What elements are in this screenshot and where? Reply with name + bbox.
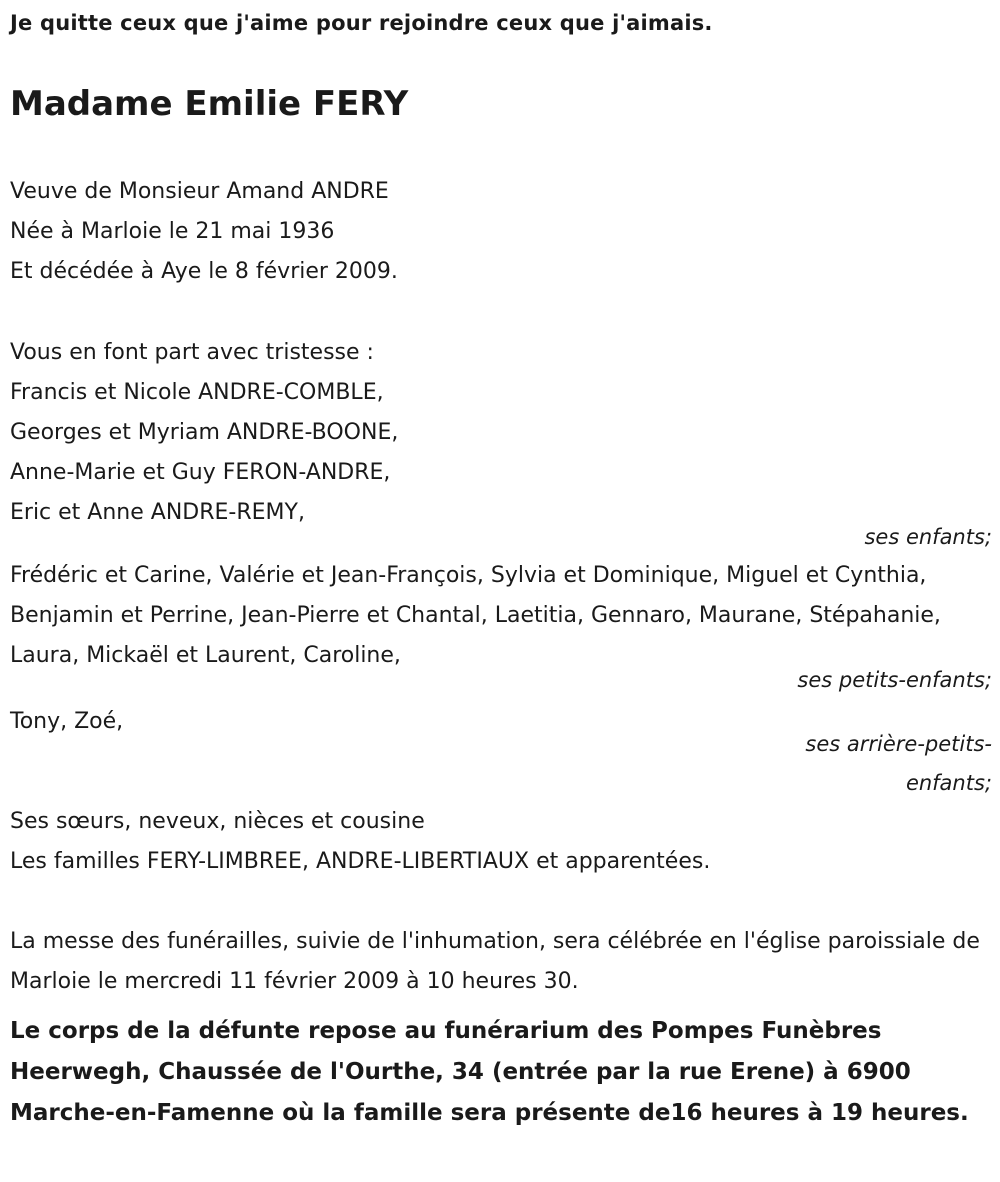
child-entry: Anne-Marie et Guy FERON-ANDRE, xyxy=(10,460,391,485)
epigraph: Je quitte ceux que j'aime pour rejoindre ceux que j'aimais. xyxy=(10,11,713,35)
birth-line: Née à Marloie le 21 mai 1936 xyxy=(10,219,335,244)
deceased-details xyxy=(10,172,992,292)
widow-of-line: Veuve de Monsieur Amand ANDRE xyxy=(10,179,389,204)
other-family-block xyxy=(10,802,992,882)
death-line: Et décédée à Aye le 8 février 2009. xyxy=(10,259,398,284)
announcement-intro: Vous en font part avec tristesse : xyxy=(10,340,374,365)
child-entry: Eric et Anne ANDRE-REMY, xyxy=(10,500,305,525)
child-entry: Georges et Myriam ANDRE-BOONE, xyxy=(10,420,399,445)
child-entry: Francis et Nicole ANDRE-COMBLE, xyxy=(10,380,384,405)
funeral-mass-info: La messe des funérailles, suivie de l'inhumation, sera célébrée en l'église paroissiale de Marloie le mercredi 11 février 2009 à 10 heures 30. xyxy=(10,929,980,994)
great-grandchildren-names: Tony, Zoé, xyxy=(10,709,124,734)
announcement-block xyxy=(10,333,992,533)
grandchildren-role-label: ses petits-enfants; xyxy=(797,668,992,692)
families-line: Les familles FERY-LIMBREE, ANDRE-LIBERTIAUX et apparentées. xyxy=(10,849,711,874)
great-grandchildren-role-label-2: enfants; xyxy=(905,771,992,795)
great-grandchildren-role-label-1: ses arrière-petits- xyxy=(805,732,992,756)
children-role-label: ses enfants; xyxy=(864,525,992,549)
viewing-info: Le corps de la défunte repose au funérarium des Pompes Funèbres Heerwegh, Chaussée de l'Ourthe, 34 (entrée par la rue Erene) à 6900 Marche-en-Famenne où la famille sera présente de16 heures à 19 heures. xyxy=(10,1018,969,1126)
grandchildren-list: Frédéric et Carine, Valérie et Jean-François, Sylvia et Dominique, Miguel et Cynthia, Benjamin et Perrine, Jean-Pierre et Chantal, Laetitia, Gennaro, Maurane, Stépahanie, Laura, Mickaël et Laurent, Caroline, xyxy=(10,563,941,668)
siblings-line: Ses sœurs, neveux, nièces et cousine xyxy=(10,809,425,834)
deceased-name: Madame Emilie FERY xyxy=(10,84,409,124)
